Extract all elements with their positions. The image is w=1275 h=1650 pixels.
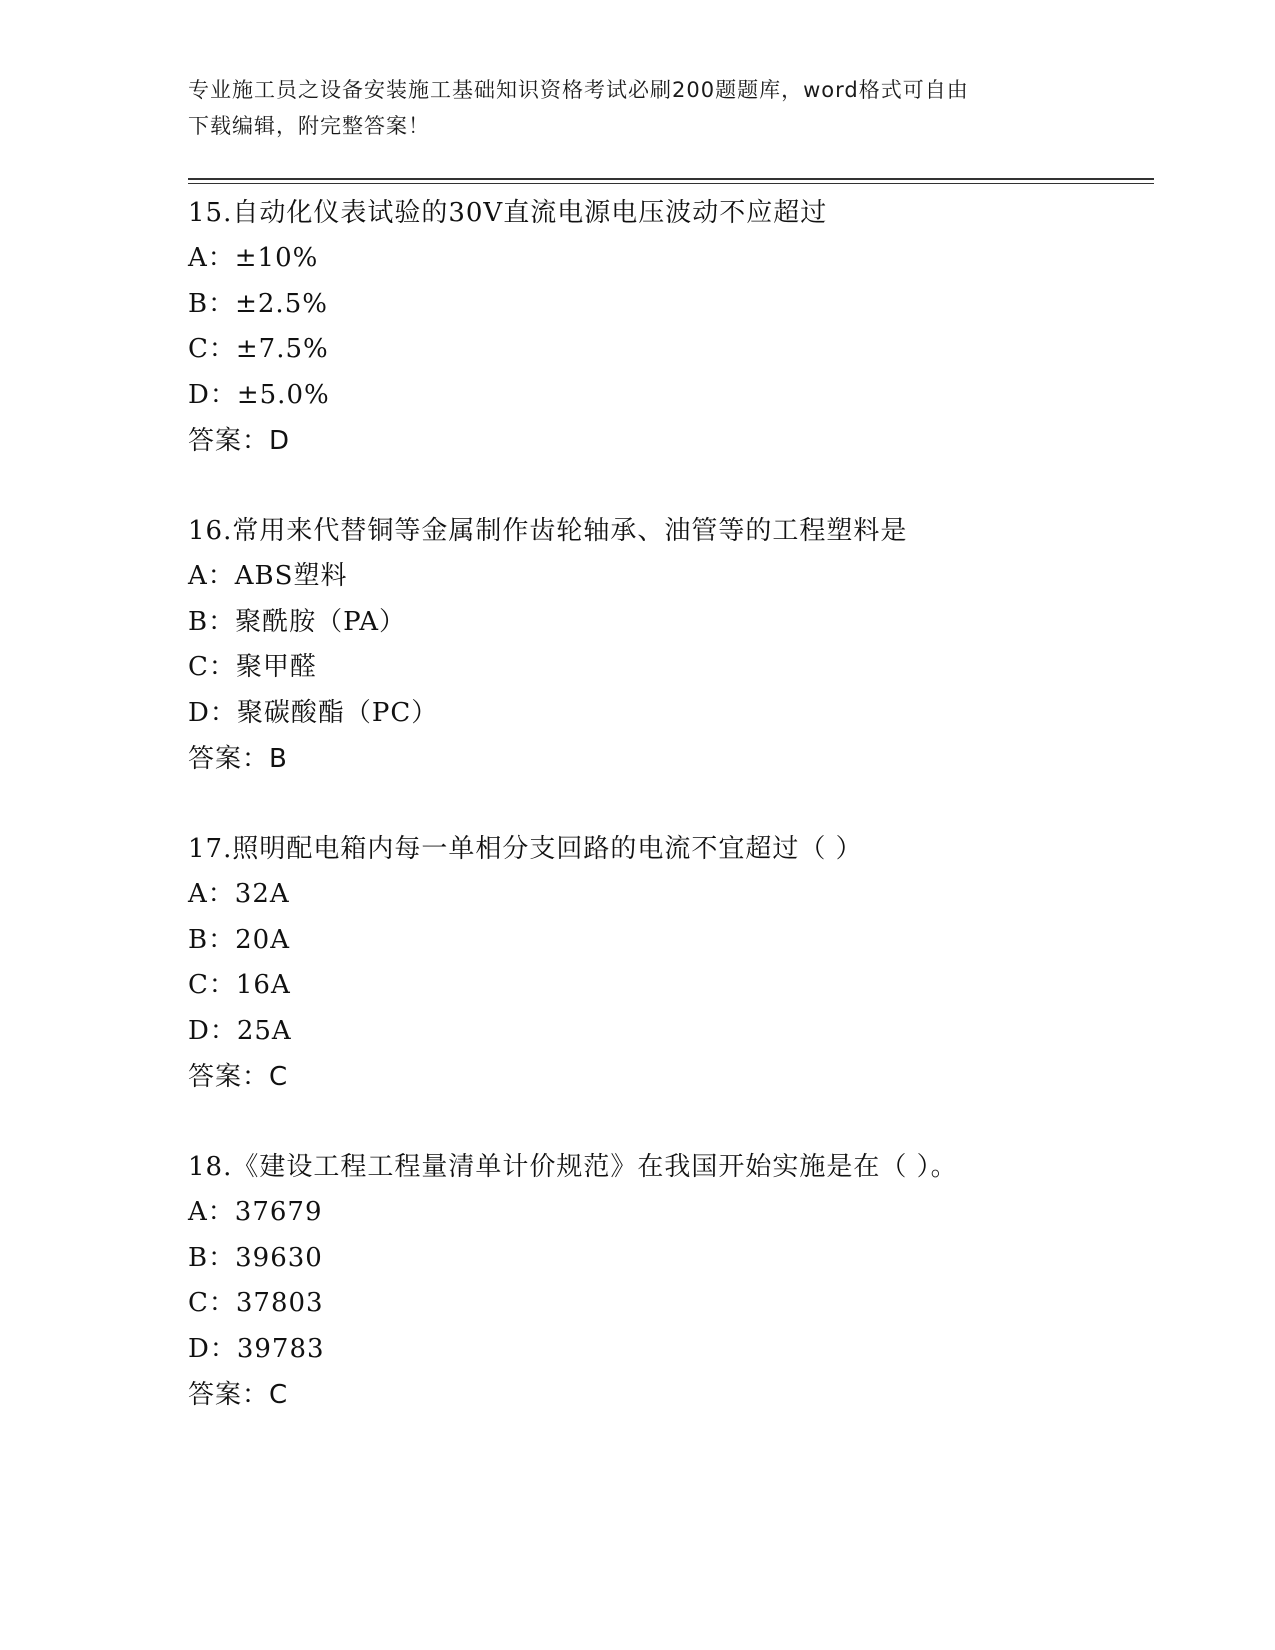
header-divider-thin bbox=[188, 183, 1154, 184]
option-c: C：16A bbox=[188, 970, 291, 1000]
option-c: C：聚甲醛 bbox=[188, 652, 317, 682]
question-17 bbox=[188, 826, 1154, 1100]
question-stem: 15.自动化仪表试验的30V直流电源电压波动不应超过 bbox=[188, 198, 828, 228]
option-a: A：±10% bbox=[188, 243, 319, 273]
header-line-2: 下载编辑，附完整答案！ bbox=[188, 114, 430, 138]
answer: 答案：D bbox=[188, 426, 291, 456]
option-b: B：20A bbox=[188, 924, 290, 955]
option-a: A：37679 bbox=[188, 1197, 323, 1227]
option-b: B：39630 bbox=[188, 1242, 323, 1273]
answer: 答案：C bbox=[188, 1062, 289, 1092]
answer: 答案：B bbox=[188, 744, 288, 774]
header-line-1: 专业施工员之设备安装施工基础知识资格考试必刷200题题库，word格式可自由 bbox=[188, 78, 969, 102]
question-stem: 17.照明配电箱内每一单相分支回路的电流不宜超过（ ） bbox=[188, 834, 863, 864]
document-header bbox=[188, 72, 1068, 144]
option-c: C：±7.5% bbox=[188, 334, 329, 364]
header-divider-thick bbox=[188, 178, 1154, 180]
option-b: B：±2.5% bbox=[188, 288, 328, 319]
question-16 bbox=[188, 508, 1154, 782]
option-a: A：ABS塑料 bbox=[188, 561, 348, 591]
question-stem: 16.常用来代替铜等金属制作齿轮轴承、油管等的工程塑料是 bbox=[188, 516, 908, 546]
question-15 bbox=[188, 190, 1154, 464]
answer: 答案：C bbox=[188, 1380, 289, 1410]
option-d: D：39783 bbox=[188, 1333, 325, 1364]
question-18 bbox=[188, 1144, 1154, 1418]
option-d: D：25A bbox=[188, 1015, 292, 1046]
question-stem: 18.《建设工程工程量清单计价规范》在我国开始实施是在（ ）。 bbox=[188, 1152, 958, 1182]
option-a: A：32A bbox=[188, 879, 290, 909]
option-d: D：±5.0% bbox=[188, 379, 330, 410]
option-c: C：37803 bbox=[188, 1288, 324, 1318]
option-d: D：聚碳酸酯（PC） bbox=[188, 697, 439, 728]
option-b: B：聚酰胺（PA） bbox=[188, 606, 406, 637]
